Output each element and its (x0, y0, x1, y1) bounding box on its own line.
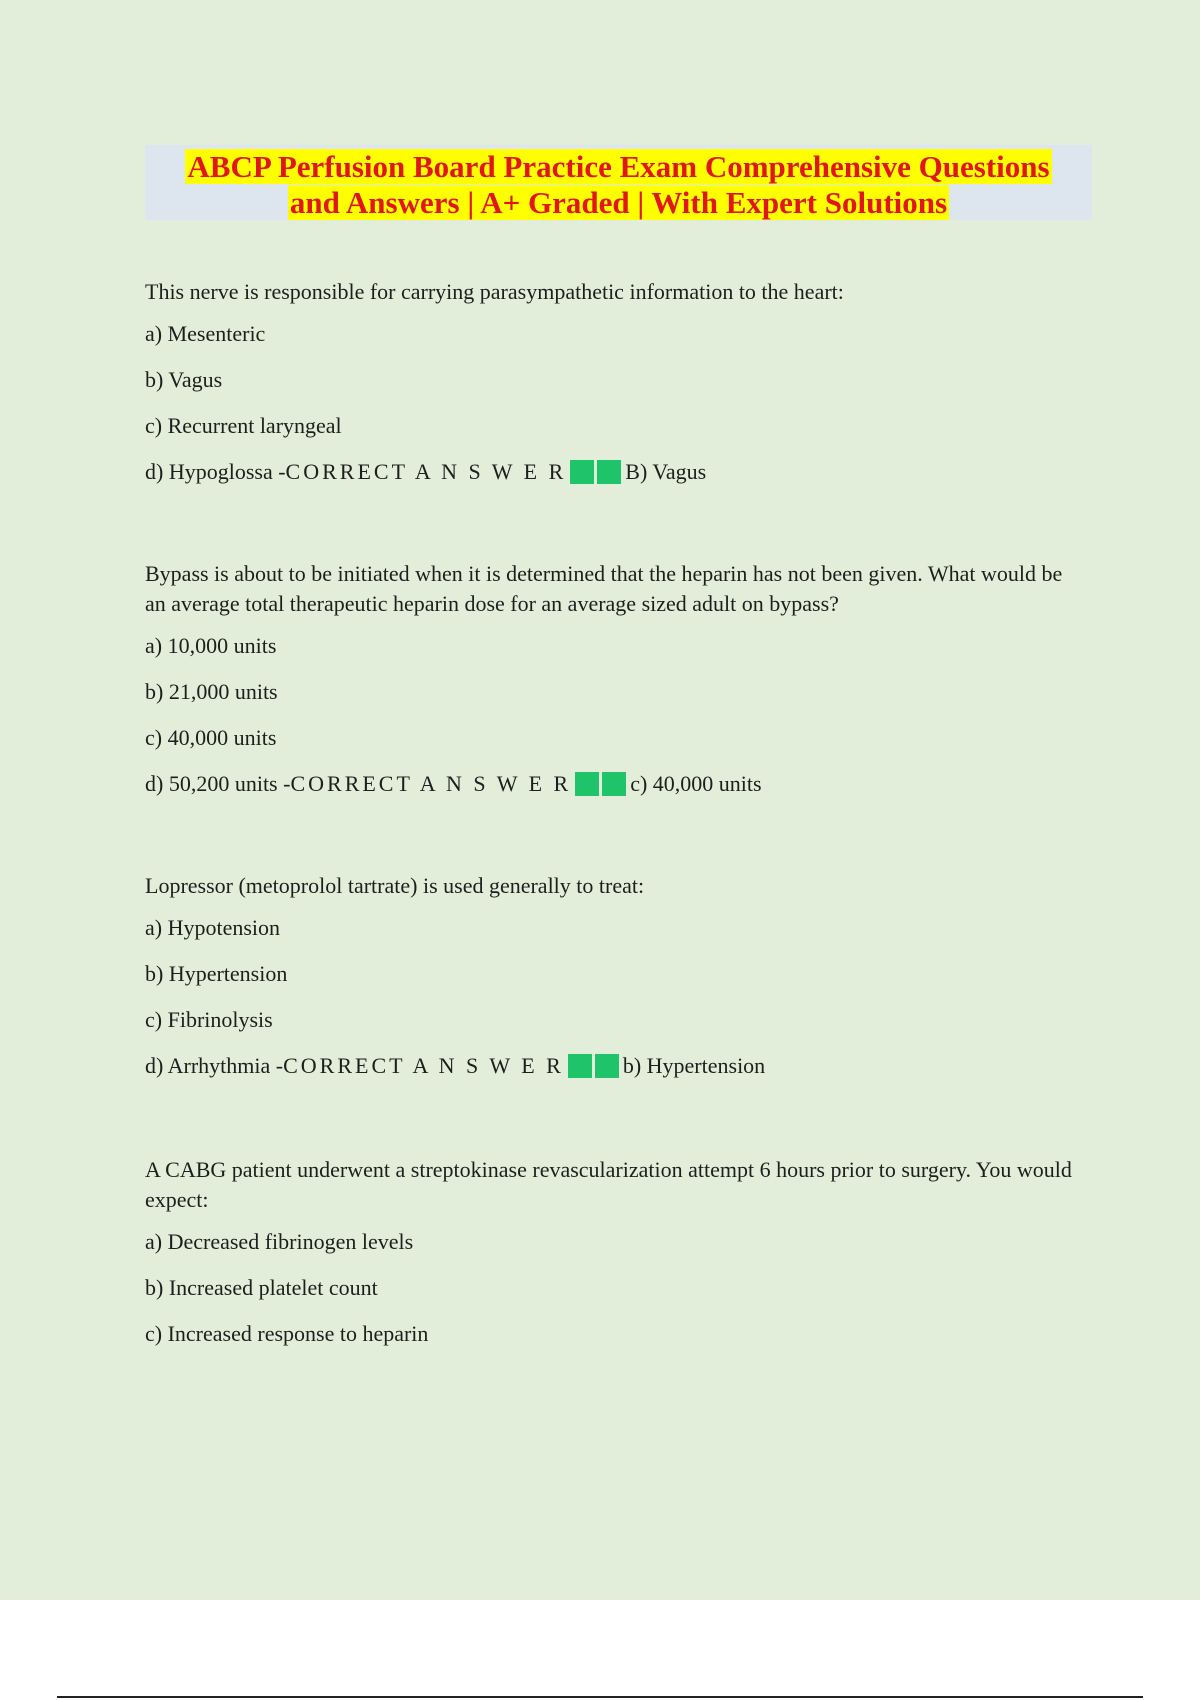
question-3 (145, 871, 1085, 1081)
title-line-2 (145, 185, 1092, 221)
option-b: b) Hypertension (145, 961, 288, 986)
check-mark-icon (595, 1054, 619, 1078)
correct-answer-label: CORRECT A N S W E R (290, 771, 572, 796)
option-a: a) Decreased fibrinogen levels (145, 1229, 414, 1254)
correct-answer-label: CORRECT A N S W E R (283, 1053, 564, 1078)
option-c: c) 40,000 units (145, 725, 277, 750)
correct-answer: b) Hypertension (622, 1053, 766, 1078)
option-c: c) Fibrinolysis (145, 1007, 273, 1032)
option-b: b) Vagus (145, 367, 223, 392)
correct-answer: c) 40,000 units (630, 771, 762, 796)
question-2 (145, 559, 1085, 799)
option-d: d) Arrhythmia - (145, 1053, 284, 1078)
question-stem: This nerve is responsible for carrying parasympathetic information to the heart: (145, 279, 844, 304)
title-block (145, 145, 1092, 220)
question-4 (145, 1155, 1085, 1365)
option-d-with-answer (145, 457, 1085, 487)
option-d: d) Hypoglossa - (145, 459, 286, 484)
option-d: d) 50,200 units - (145, 771, 291, 796)
option-c: c) Recurrent laryngeal (145, 413, 342, 438)
correct-answer: B) Vagus (625, 459, 707, 484)
option-a: a) 10,000 units (145, 633, 277, 658)
title-text-2: and Answers | A+ Graded | With Expert Solutions (289, 185, 948, 220)
option-c: c) Increased response to heparin (145, 1321, 429, 1346)
option-d-with-answer (145, 1051, 1085, 1081)
option-a: a) Mesenteric (145, 321, 266, 346)
correct-answer-label: CORRECT A N S W E R (285, 459, 567, 484)
question-stem: Lopressor (metoprolol tartrate) is used generally to treat: (145, 873, 645, 898)
check-mark-icon (568, 1054, 592, 1078)
title-text-1: ABCP Perfusion Board Practice Exam Comprehensive Questions (187, 149, 1050, 184)
option-a: a) Hypotension (145, 915, 281, 940)
option-b: b) 21,000 units (145, 679, 278, 704)
option-b: b) Increased platelet count (145, 1275, 378, 1300)
check-mark-icon (602, 772, 626, 796)
title-line-1 (145, 149, 1092, 185)
check-mark-icon (575, 772, 599, 796)
question-stem: Bypass is about to be initiated when it is determined that the heparin has not been given. What would be an average total therapeutic heparin dose for an average sized adult on bypass? (145, 561, 1063, 616)
question-stem: A CABG patient underwent a streptokinase revascularization attempt 6 hours prior to surgery. You would expect: (145, 1157, 1072, 1212)
option-d-with-answer (145, 769, 1085, 799)
footer-divider (57, 1696, 1143, 1698)
check-mark-icon (570, 460, 594, 484)
question-1 (145, 277, 1085, 487)
check-mark-icon (597, 460, 621, 484)
